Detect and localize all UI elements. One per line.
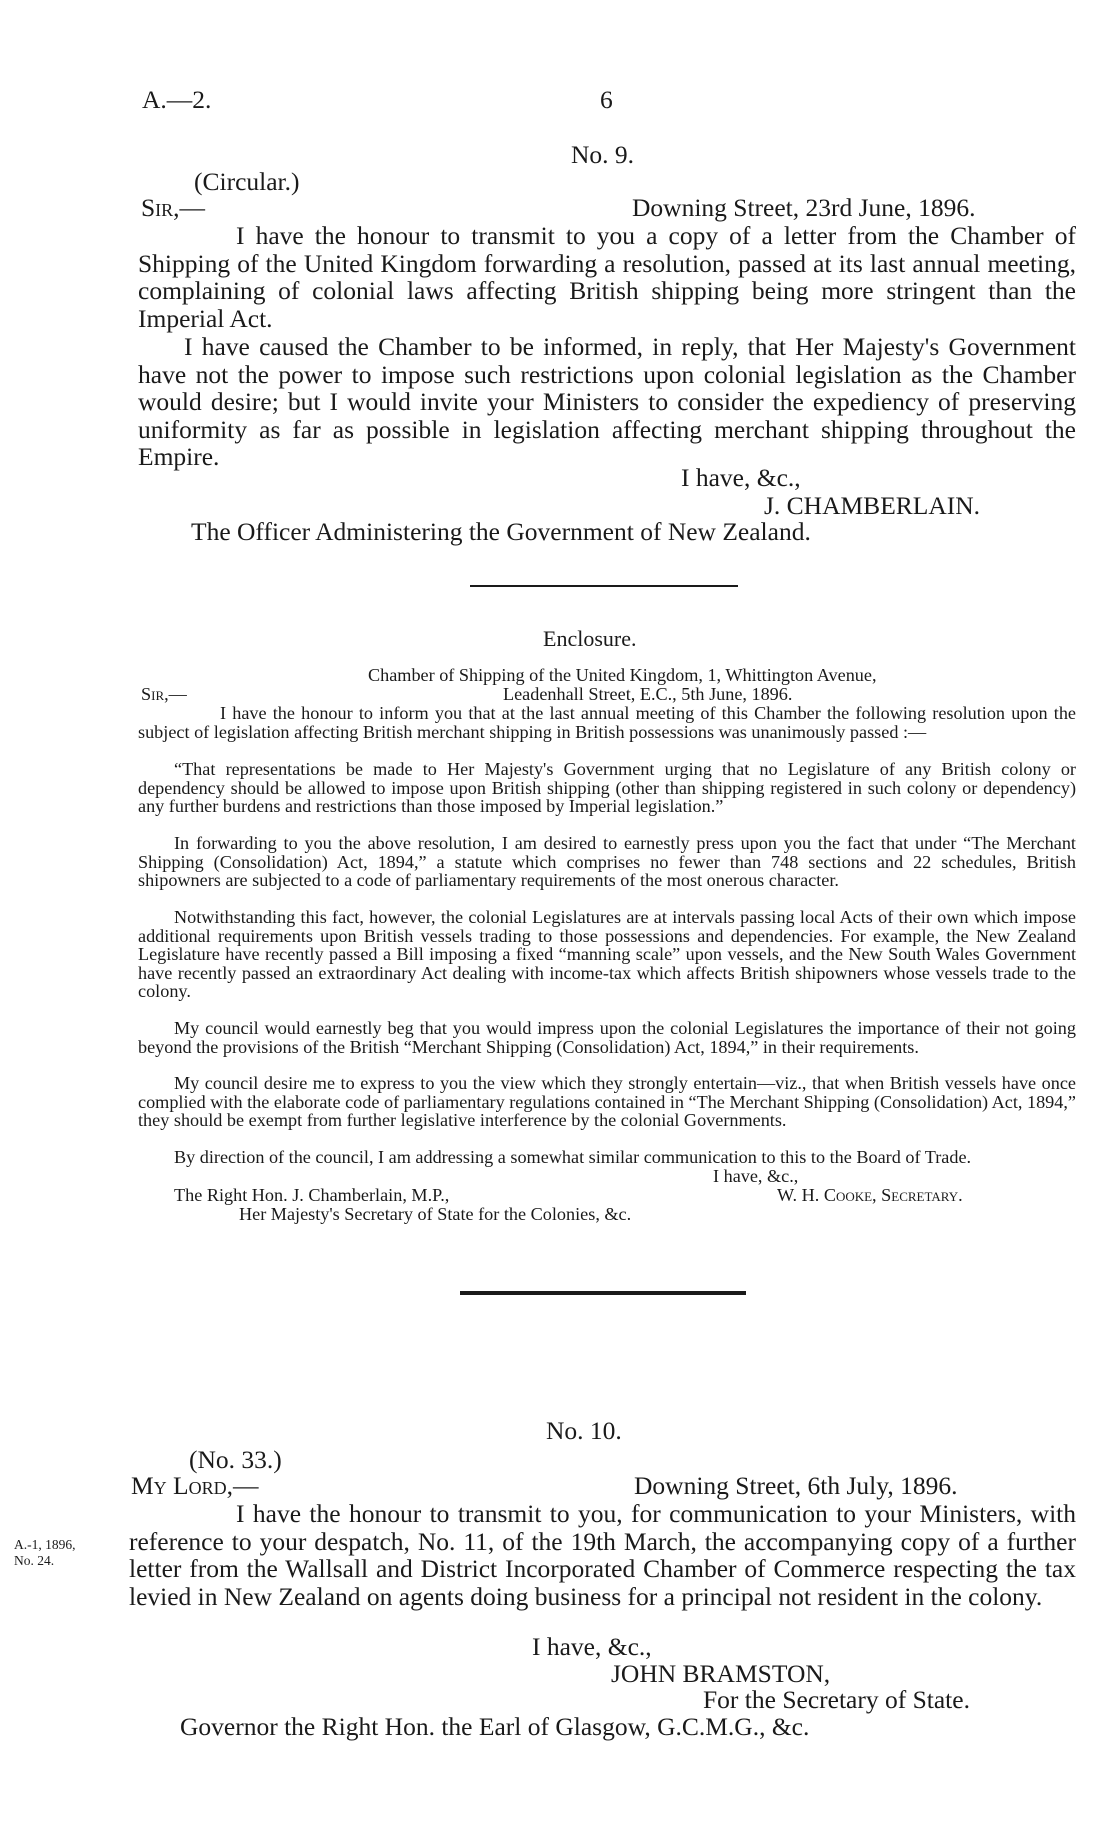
no10-number: No. 10.	[546, 1416, 622, 1445]
no10-closing: I have, &c.,	[532, 1632, 652, 1661]
no10-paragraph-1: I have the honour to transmit to you, for communication to your Ministers, with reference to your despatch, No. 11, of the 19th March, the accompanying copy of a further letter from the Wallsall and District Incorporated Chamber of Commerce respecting the tax levied in New Zealand on agents doing business for a principal not resident in the colony.	[129, 1499, 1076, 1611]
no9-paragraph-1: I have the honour to transmit to you a copy of a letter from the Chamber of Shipping of the United Kingdom forwarding a resolution, passed at its last annual meeting, complaining of colonial laws affecting British shipping being more stringent than the Imperial Act.	[138, 221, 1076, 333]
no9-number: No. 9.	[571, 140, 635, 169]
page-number: 6	[600, 85, 613, 114]
enclosure-paragraph-5: My council would earnestly beg that you would impress upon the colonial Legislatures the importance of their not going beyond the provisions of the British “Merchant Shipping (Consolidation) Act, 1894,” in their requirements.	[138, 1018, 1076, 1057]
enclosure-signature: W. H. Cooke, Secretary.	[777, 1185, 963, 1205]
enclosure-paragraph-3: In forwarding to you the above resolution, I am desired to earnestly press upon you the fact that under “The Merchant Shipping (Consolidation) Act, 1894,” a statute which comprises no fewer than 748 sections and 22 schedules, British shipowners are subjected to a code of parliamentary requirements of the most onerous character.	[138, 833, 1076, 890]
no9-closing: I have, &c.,	[681, 463, 801, 492]
enclosure-paragraph-4: Notwithstanding this fact, however, the colonial Legislatures are at intervals passing local Acts of their own which impose additional requirements upon British vessels trading to those possessions and dependencies. For example, the New Zealand Legislature have recently passed a Bill imposing a fixed “manning scale” upon vessels, and the New South Wales Government have recently passed an extraordinary Act dealing with income-tax which affects British shipowners whose vessels trade to the colony.	[138, 907, 1076, 1001]
margin-note-line-2: No. 24.	[14, 1553, 55, 1568]
enclosure-paragraph-1: I have the honour to inform you that at the last annual meeting of this Chamber the following resolution upon the subject of legislation affecting British merchant shipping in British possessions was unanimously passed :—	[138, 703, 1076, 742]
enclosure-recipient: The Right Hon. J. Chamberlain, M.P.,	[174, 1185, 450, 1205]
no10-reference: (No. 33.)	[189, 1445, 282, 1474]
enclosure-paragraph-6: My council desire me to express to you the view which they strongly entertain—viz., that when British vessels have once complied with the elaborate code of parliamentary regulations contained in “The Merchant Shipping (Consolidation) Act, 1894,” they should be exempt from further legislative interference by the colonial Governments.	[138, 1073, 1076, 1130]
enclosure-closing: I have, &c.,	[713, 1166, 799, 1186]
no10-address: Downing Street, 6th July, 1896.	[634, 1471, 958, 1500]
section-divider	[470, 585, 738, 587]
enclosure-heading: Enclosure.	[543, 626, 637, 651]
enclosure-address-line-1: Chamber of Shipping of the United Kingdom, 1, Whittington Avenue,	[368, 665, 877, 685]
no9-salutation: Sir,—	[141, 193, 206, 222]
document-reference: A.—2.	[142, 85, 212, 114]
enclosure-address-line-2: Leadenhall Street, E.C., 5th June, 1896.	[503, 684, 793, 704]
no9-paragraph-2: I have caused the Chamber to be informed, in reply, that Her Majesty's Government have not the power to impose such restrictions upon colonial legislation as the Chamber would desire; but I would invite your Ministers to consider the expediency of preserving uniformity as far as possible in legislation affecting merchant shipping throughout the Empire.	[138, 332, 1076, 471]
no10-addressee: Governor the Right Hon. the Earl of Glasgow, G.C.M.G., &c.	[180, 1712, 810, 1741]
section-divider-thick	[460, 1291, 746, 1295]
enclosure-paragraph-7: By direction of the council, I am addressing a somewhat similar communication to this to the Board of Trade.	[174, 1147, 972, 1167]
no10-salutation: My Lord,—	[131, 1471, 259, 1500]
no9-addressee: The Officer Administering the Government of New Zealand.	[191, 517, 811, 546]
enclosure-salutation: Sir,—	[141, 684, 187, 704]
no10-signature-title: For the Secretary of State.	[703, 1685, 970, 1714]
enclosure-paragraph-2: “That representations be made to Her Majesty's Government urging that no Legislature of any British colony or dependency should be allowed to impose upon British shipping (other than shipping registered in such colony or dependency) any further burdens and restrictions than those imposed by Imperial legislation.”	[138, 759, 1076, 816]
no9-address: Downing Street, 23rd June, 1896.	[632, 193, 976, 222]
no9-type: (Circular.)	[194, 167, 300, 196]
margin-note-line-1: A.-1, 1896,	[14, 1537, 76, 1552]
no10-signature: JOHN BRAMSTON,	[611, 1659, 831, 1688]
no9-signature: J. CHAMBERLAIN.	[764, 491, 981, 520]
enclosure-recipient-title: Her Majesty's Secretary of State for the Colonies, &c.	[239, 1204, 632, 1224]
